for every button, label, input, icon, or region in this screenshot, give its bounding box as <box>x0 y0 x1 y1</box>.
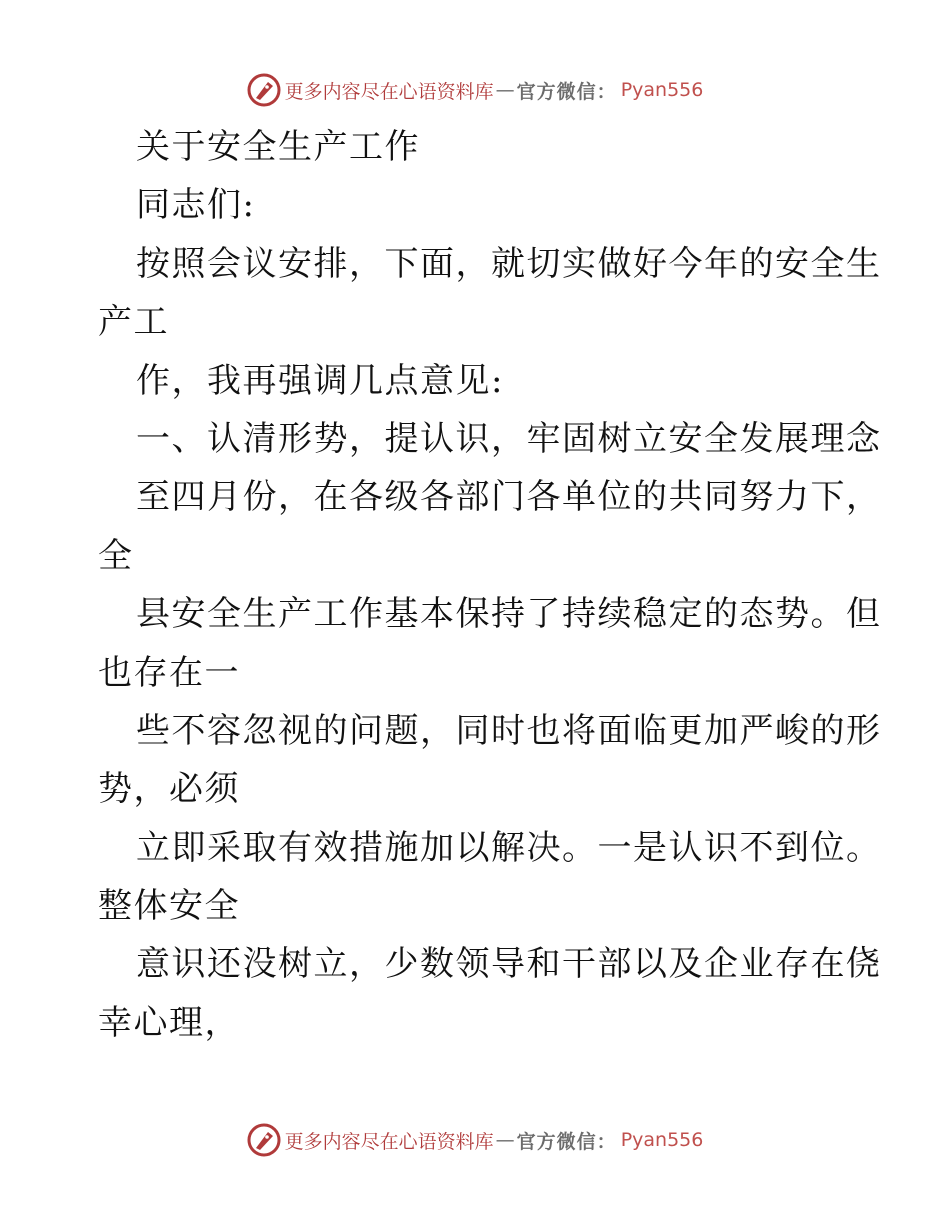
pen-nib-logo-icon <box>247 73 281 107</box>
banner-dash: — <box>495 79 515 101</box>
footer-watermark-banner <box>0 1122 950 1158</box>
paragraph-line: 县安全生产工作基本保持了持续稳定的态势。但 <box>136 594 882 635</box>
document-title: 关于安全生产工作 <box>136 127 420 167</box>
banner-wechat-label: 官方微信： <box>516 1130 617 1153</box>
paragraph-line: 产工 <box>98 302 169 343</box>
paragraph-line: 些不容忽视的问题，同时也将面临更加严峻的形 <box>136 710 882 751</box>
salutation-line: 同志们: <box>136 185 256 226</box>
paragraph-line: 按照会议安排，下面，就切实做好今年的安全生 <box>136 243 882 284</box>
paragraph-line: 意识还没树立，少数领导和干部以及企业存在侥 <box>136 944 882 985</box>
banner-wechat-id: Pyan556 <box>620 79 704 101</box>
paragraph-line: 势，必须 <box>98 769 240 810</box>
banner-site-text: 更多内容尽在心语资料库 <box>284 80 494 103</box>
paragraph-line: 作，我再强调几点意见: <box>136 360 504 401</box>
pen-nib-logo-icon <box>247 1123 281 1157</box>
paragraph-line: 也存在一 <box>98 652 240 693</box>
paragraph-line: 整体安全 <box>98 886 240 927</box>
banner-wechat-label: 官方微信： <box>516 80 617 103</box>
paragraph-line: 幸心理， <box>98 1002 240 1043</box>
document-body <box>0 118 950 1052</box>
paragraph-line: 全 <box>98 535 134 576</box>
banner-wechat-id: Pyan556 <box>620 1129 704 1151</box>
header-watermark-banner <box>0 72 950 108</box>
paragraph-line: 立即采取有效措施加以解决。一是认识不到位。 <box>136 827 882 868</box>
banner-site-text: 更多内容尽在心语资料库 <box>284 1130 494 1153</box>
paragraph-line: 至四月份，在各级各部门各单位的共同努力下， <box>136 477 882 518</box>
section-heading: 一、认清形势，提认识，牢固树立安全发展理念 <box>136 418 882 459</box>
banner-dash: — <box>495 1129 515 1151</box>
